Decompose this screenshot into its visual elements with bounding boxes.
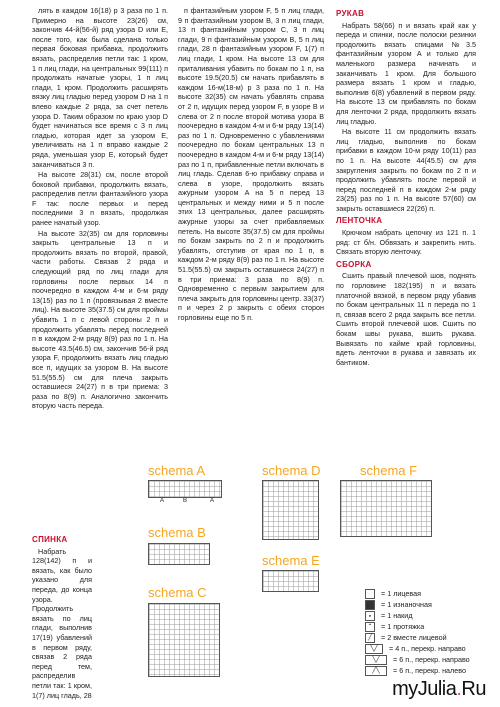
schema-a-mark: A xyxy=(210,498,215,504)
schema-c-chart xyxy=(148,603,220,677)
paragraph: На высоте 11 см продолжить вязать лиц гладью, выполнив по бокам прибавки в каждом 10-м ряду 10(11) раз по 1 п. На высоте 44(45.5) см для закругления закрыть по бокам по 2 п и продолжить убавлять после первой и перед последней п в каждом 2-м ряду 23(25) раз по 1 п. На высоте 57(60) см закрыть оставшиеся 22(26) п. xyxy=(336,127,476,213)
cable-4-right-icon: ╲╱ xyxy=(365,644,383,654)
schema-a-chart xyxy=(148,480,222,498)
section-title-back: СПИНКА xyxy=(32,535,68,544)
schema-d-chart xyxy=(262,480,319,540)
legend-item: ╱╲ = 6 п., перекр. налево xyxy=(365,665,470,676)
column-2 xyxy=(178,6,324,324)
section-title-sleeve: РУКАВ xyxy=(336,9,365,18)
column-1 xyxy=(32,6,168,412)
column-1-lower xyxy=(32,532,92,701)
legend-item: = 1 лицевая xyxy=(365,588,470,599)
schema-f-chart xyxy=(340,480,432,537)
paragraph: лять в каждом 16(18) р 3 раза по 1 п. Примерно на высоте 23(26) см, закончив 44-й(56-й) ряд узора D или E, после того, как была сделана только первая боковая прибавка, продолжить вязать, распределив петли так: 1 кром, 1 п лиц глади, на центральных 99(111) п продолжать начатые узоры, 1 п лиц глади, 1 кром. Продолжить расширять вязку лиц гладью перед узором D на 1 п влево каждые 2 ряда, за счет петель узора D. Таким образом по краю узор D будет начинаться все время с 3 п лиц гладью, которая идет за узором E, увеличивать на 1 п вправо каждые 2 ряда, уменьшая узор E, который будет заканчиваться 3 п. xyxy=(32,6,168,169)
paragraph: Крючком набрать цепочку из 121 п. 1 ряд: ст б/н. Обвязать и закрепить нить. Связать вторую ленточку. xyxy=(336,228,476,257)
paragraph: п фантазийным узором F, 5 п лиц глади, 9 п фантазийным узором B, 3 п лиц глади, 13 п фантазийным узором C, 3 п лиц глади, 9 п фантазийным узором B, 5 п лиц глади, 28 п фантазийным узором F, 1(7) п лиц глади, 1 кром. На высоте 13 см для приталивания убавить по бокам по 1 п, на высоте 19.5(20.5) см начать прибавлять в каждом 16-м(18-м) р 3 раза по 1 п. На высоте 32(35) см начать убавлять справа от 2 п, идущих перед узором F, в узоре B и слева от 2 п после второй мотива узора B поочередно в каждом 4-м и 6-м ряду 13(14) раз по 1 п. Одновременно с убавлениями поочередно по бокам центральных 13 п поочередно в каждом 4-м и 6-м ряду 13(14) раз по 1 п, прибавленные петли включать в лиц гладь. Сделав 6-ю прибавку справа и слева в узоре, продолжить вязать ажурным узором A на 5 п перед 13 центральных и между ними и 5 п после этих 13 центральных, далее расширять ажурные узоры за счет прибавляемых петель. На высоте 35(37.5) см для проймы по бокам закрыть по 2 п и продолжить убавлять, отступив от края по 1 п, в каждом 2-м ряду 8(9) раз по 1 п. На высоте 51.5(55.5) см закрыть оставшиеся 24(27) п в три приема: 3 раза по 8(9) п. Одновременно с первым закрытием для плеча закрыть для горловины центр. 33(37) п и через 2 р закрыть с обеих сторон горловины еще по 5 п. xyxy=(178,6,325,322)
legend-item: ╲╱ = 4 п., перекр. направо xyxy=(365,643,470,654)
legend-item: ⌃ = 1 протяжка xyxy=(365,621,470,632)
schema-a-label: schema A xyxy=(148,463,206,478)
cable-6-left-icon: ╱╲ xyxy=(365,666,387,676)
schema-b-chart xyxy=(148,543,210,565)
schema-e-label: schema E xyxy=(262,553,320,568)
schema-a-mark: B xyxy=(183,498,188,504)
paragraph: Сшить правый плечевой шов, поднять по горловине 182(195) п и вязать платочной вязкой, в первом ряду убавив по бокам центральных 11 п переда по 1 п, связав всего 2 ряда закрыть все петли. Сшить второй плечевой шов. Сшить по бокам швы рукава, вшить рукава. Вывязать по кайме край горловины, вдеть ленточки в рукава и завязать их бантиком. xyxy=(336,271,476,367)
slip-stitch-icon: ⌃ xyxy=(365,622,375,632)
schema-a-mark: A xyxy=(160,498,165,504)
schema-f-label: schema F xyxy=(360,463,418,478)
schema-d-label: schema D xyxy=(262,463,321,478)
legend-item: = 1 изнаночная xyxy=(365,599,470,610)
yarn-over-icon xyxy=(365,611,375,621)
paragraph: Набрать 128(142) п и вязать, как было указано для переда, до конца узора. Продолжить вязать по лиц глади, выполнив 17(19) убавлений в первом ряду, связав 2 ряда перед тем, распределив петли так: 1 кром, 1(7) лиц гладь, 28 xyxy=(32,546,92,700)
legend-item: ╲╱ = 6 п., перекр. направо xyxy=(365,654,470,665)
paragraph: На высоте 28(31) см, после второй боковой прибавки, продолжить вязать, распределив петли фантазийного узора F так: после первых и перед последними 3 п вязать, продолжая ранее начатый узор. xyxy=(32,170,168,228)
knit-stitch-icon xyxy=(365,589,375,599)
column-3 xyxy=(336,6,476,368)
paragraph: Набрать 58(66) п и вязать край как у переда и спинки, после полоски резинки продолжить вязать спицами №3.5 фантазийным узором A и только для маленького размера начинать и заканчивать 1 кром. Для большого размера вязать 1 кром и гладью, выполнив 6(8) убавлений в первом ряду. На высоте 13 см прибавлять по бокам для ленточки 2 ряда, продолжить вязать лиц гладью. xyxy=(336,20,476,126)
cable-6-right-icon: ╲╱ xyxy=(365,655,387,665)
schema-e-chart xyxy=(262,570,319,592)
paragraph: На высоте 32(35) см для горловины закрыть центральные 13 п и продолжить вязать по второй, правой, части работы. Связав 2 ряда и следующий ряд по лиц глади для горловины после первых 14 п поочередно в каждом 4-м и 6-м ряду 13(15) раз по 1 п (провязывая 2 вместе лиц). На высоте 35(37.5) см для проймы убавить 1 п с левой стороны 2 п и продолжить убавлять перед последней п в каждом 2-м ряду 8(9) раз по 1 п. На высоте 43.5(46.5) см, закончив 56-й ряд узора F, продолжить вязать лиц гладью все п, идущих за узором B. На высоте 51.5(55.5) см для плеча закрыть оставшиеся 24(27) п в три приема: 3 раза по 8(9) п. Аналогично закончить вторую часть переда. xyxy=(32,228,168,411)
section-title-ribbon: ЛЕНТОЧКА xyxy=(336,216,383,226)
purl-stitch-icon xyxy=(365,600,375,610)
schema-b-label: schema B xyxy=(148,525,206,540)
schema-c-label: schema C xyxy=(148,585,207,600)
section-title-assembly: СБОРКА xyxy=(336,259,372,269)
symbol-legend xyxy=(365,588,470,676)
knit-two-together-icon: ╱ xyxy=(365,633,375,643)
legend-item: ╱ = 2 вместе лицевой xyxy=(365,632,470,643)
legend-item: ● = 1 накид xyxy=(365,610,470,621)
site-logo[interactable]: myJulia.Ru xyxy=(392,678,486,700)
